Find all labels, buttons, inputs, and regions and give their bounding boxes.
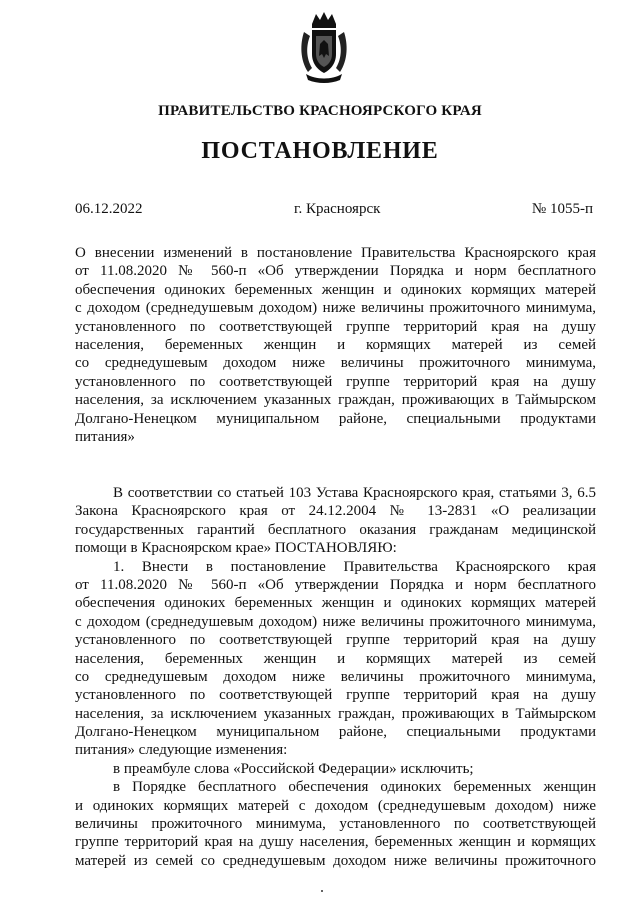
body-line: В соответствии со статьей 103 Устава Красноярского края, статьями 3, 6.5 (113, 485, 596, 501)
body-line: помощи в Красноярском крае» ПОСТАНОВЛЯЮ: (75, 540, 397, 557)
subject-line: обеспечения одиноких беременных женщин и одиноких кормящих матерей (75, 281, 596, 298)
body-line: государственных гарантий бесплатного оказания гражданам медицинской (75, 521, 596, 538)
document-type-title: ПОСТАНОВЛЕНИЕ (201, 138, 439, 164)
body-line: населения, за исключением указанных граждан, проживающих в Таймырском (75, 705, 596, 722)
subject-line: Долгано-Ненецком муниципальном районе, специальными продуктами (75, 410, 596, 427)
body-line: и одиноких кормящих матерей с доходом (среднедушевым доходом) ниже (75, 797, 596, 814)
body-line: от 11.08.2020 № 560-п «Об утверждении Порядка и норм бесплатного (75, 576, 596, 593)
body-line: со среднедушевым доходом ниже величины прожиточного минимума, (75, 668, 596, 685)
body-line: установленного по соответствующей группе территорий края на душу (75, 632, 596, 649)
body-line: обеспечения одиноких беременных женщин и одиноких кормящих матерей (75, 595, 596, 612)
subject-line: населения, за исключением указанных граждан, проживающих в Таймырском (75, 392, 596, 409)
body-line: в преамбуле слова «Российской Федерации» исключить; (113, 760, 474, 777)
body-line: 1. Внести в постановление Правительства Красноярского края (113, 558, 596, 575)
subject-line: со среднедушевым доходом ниже величины прожиточного минимума, (75, 355, 596, 372)
subject-line: питания» (75, 428, 135, 445)
body-line: величины прожиточного минимума, установленного по соответствующей (75, 816, 596, 833)
body-line: населения, беременных женщин и кормящих матерей из семей (75, 650, 596, 667)
coat-of-arms-icon (298, 10, 350, 84)
body-line: матерей из семей со среднедушевым доходом ниже величины прожиточного (75, 852, 596, 869)
subject-line: установленного по соответствующей группе территорий края на душу (75, 373, 596, 390)
scan-speck (321, 890, 323, 892)
body-line: Долгано-Ненецком муниципальном районе, специальными продуктами (75, 724, 596, 741)
body-line: Закона Красноярского края от 24.12.2004 № 13-2831 «О реализации (75, 503, 596, 520)
subject-line: установленного по соответствующей группе территорий края на душу (75, 318, 596, 335)
document-body (75, 484, 596, 870)
document-number: № 1055-п (531, 201, 593, 217)
body-line: в Порядке бесплатного обеспечения одиноких беременных женщин (113, 779, 596, 796)
document-meta-row (75, 201, 593, 218)
document-city: г. Красноярск (294, 201, 381, 217)
body-line: питания» следующие изменения: (75, 742, 288, 759)
document-date: 06.12.2022 (75, 201, 143, 217)
subject-line: с доходом (среднедушевым доходом) ниже величины прожиточного минимума, (75, 300, 596, 317)
subject-line: от 11.08.2020 № 560-п «Об утверждении Порядка и норм бесплатного (75, 263, 596, 280)
document-subject (75, 244, 596, 446)
subject-line: населения, беременных женщин и кормящих матерей из семей (75, 336, 596, 353)
body-line: установленного по соответствующей группе территорий края на душу (75, 687, 596, 704)
body-line: с доходом (среднедушевым доходом) ниже величины прожиточного минимума, (75, 613, 596, 630)
body-line: группе территорий края на душу населения, беременных женщин и кормящих (75, 834, 596, 851)
government-title: ПРАВИТЕЛЬСТВО КРАСНОЯРСКОГО КРАЯ (158, 103, 482, 119)
subject-line: О внесении изменений в постановление Правительства Красноярского края (75, 245, 596, 261)
